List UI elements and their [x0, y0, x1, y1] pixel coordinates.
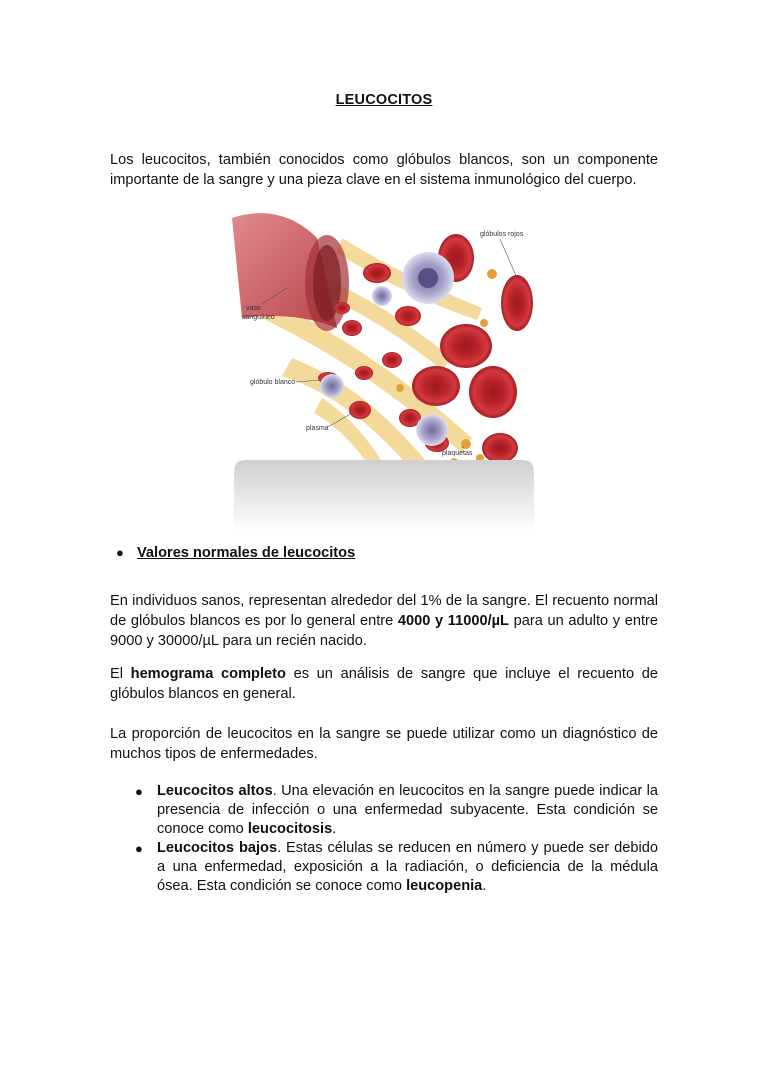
paragraph-hemogram — [110, 664, 658, 704]
label-vessel-1: vaso — [246, 305, 261, 312]
bullet-icon: ● — [135, 784, 143, 799]
p2-text-1: El — [110, 666, 131, 682]
item-text: . Una elevación en leucocitos en la sangre puede indicar la presencia de infección o una enfermedad subyacente. Esta condición se conoce como — [157, 783, 659, 837]
figure-reflection — [234, 460, 534, 532]
item-bold-term: leucocitosis — [247, 821, 333, 837]
p1-text-1: En individuos sanos, representan alrededor del 1% de la sangre. El recuento normal de glóbulos blancos es por lo general entre — [110, 593, 658, 629]
label-platelets: plaquetas — [442, 450, 473, 457]
item-bold-title: Leucocitos altos — [157, 783, 273, 799]
bullet-icon: ● — [135, 841, 143, 856]
item-text-end: . — [332, 821, 337, 837]
section-heading: Valores normales de leucocitos — [137, 545, 356, 561]
blood-cells-illustration — [232, 208, 536, 532]
item-text: . Estas células se reducen en número y puede ser debido a una enfermedad, exposición a la radiación, o deficiencia de la médula ósea. Esta condición se conoce como — [157, 840, 658, 894]
page-title: LEUCOCITOS — [335, 92, 433, 108]
item-text-end: . — [482, 878, 487, 894]
p2-text-2: es un análisis de sangre que incluye el recuento de glóbulos blancos en general. — [110, 666, 658, 702]
paragraph-proportion: La proporción de leucocitos en la sangre se puede utilizar como un diagnóstico de muchos tipos de enfermedades. — [110, 726, 658, 762]
p2-bold: hemograma completo — [130, 666, 286, 682]
bullet-icon: ● — [116, 545, 124, 560]
list-item — [131, 782, 658, 839]
p1-text-2: para un adulto y entre 9000 y 30000/µL para un recién nacido. — [110, 613, 658, 649]
list-item — [131, 839, 658, 896]
paragraph-normal-values — [110, 591, 658, 651]
label-white-cell: glóbulo blanco — [250, 379, 296, 386]
section-heading-row — [110, 545, 658, 567]
label-red-cells: glóbulos rojos — [480, 231, 524, 238]
bullet-list — [131, 782, 658, 896]
label-vessel-2: sanguíneo — [242, 314, 275, 321]
intro-paragraph: Los leucocitos, también conocidos como glóbulos blancos, son un componente importante de la sangre y una pieza clave en el sistema inmunológico del cuerpo. — [110, 152, 658, 188]
item-bold-title: Leucocitos bajos — [157, 840, 278, 856]
label-plasma: plasma — [306, 425, 329, 432]
p1-bold-range: 4000 y 11000/µL — [397, 613, 509, 629]
item-bold-term: leucopenia — [406, 878, 483, 894]
